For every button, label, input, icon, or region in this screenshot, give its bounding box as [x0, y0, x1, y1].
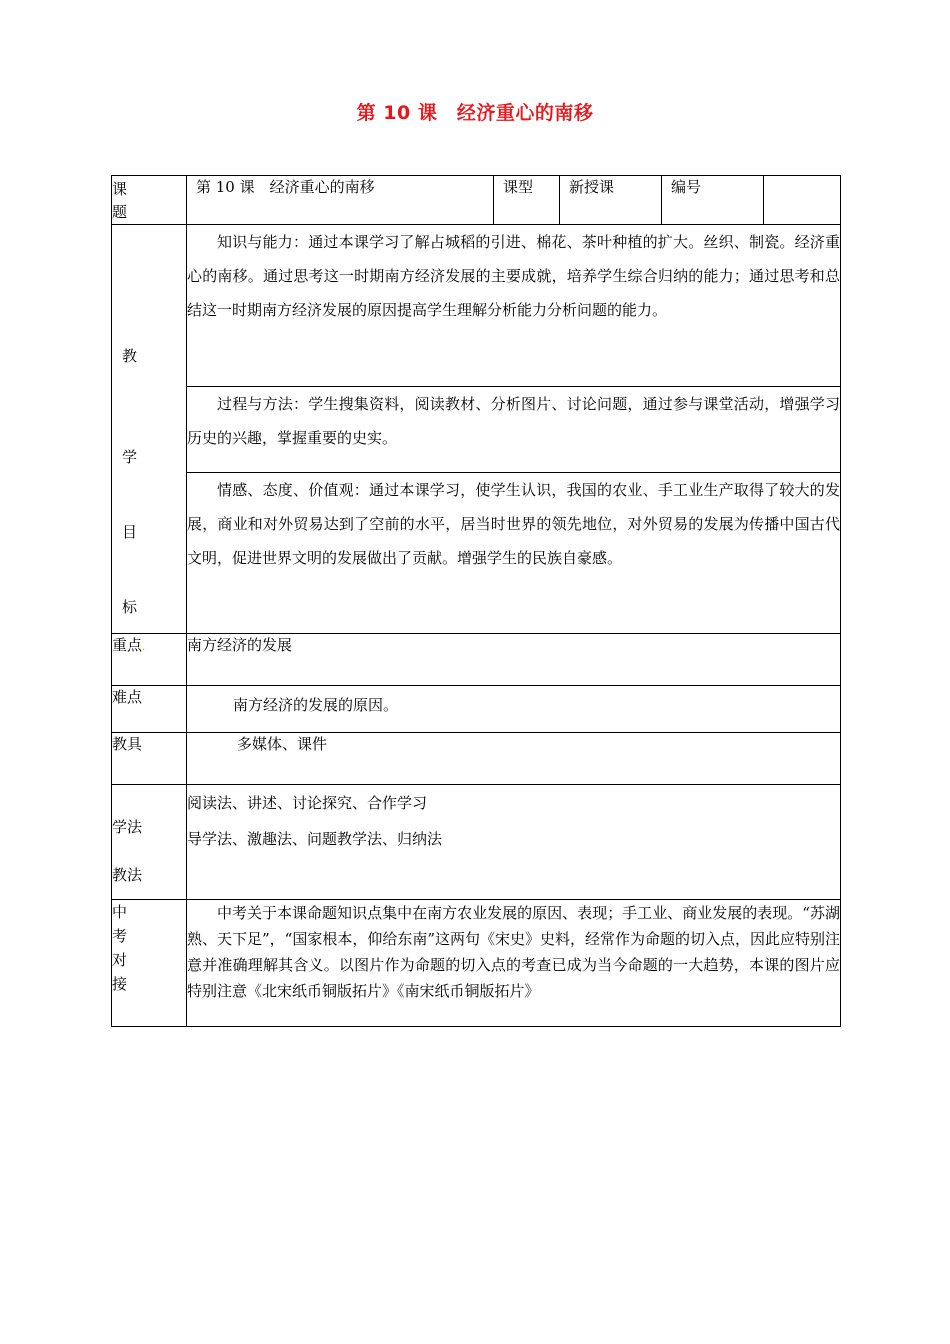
exam-label-char-2: 考 — [112, 927, 128, 945]
methods-row — [112, 785, 841, 900]
objective-emotion-row — [112, 472, 841, 633]
objectives-label-char-3: 目 — [122, 523, 138, 541]
difficulty-label: 难点 — [112, 686, 187, 733]
topic-label-line1: 课 — [112, 180, 128, 198]
objectives-label-cell — [112, 225, 187, 634]
methods-value-cell — [187, 785, 841, 900]
tools-value: 多媒体、课件 — [187, 733, 841, 785]
key-point-value: 南方经济的发展 — [187, 634, 841, 686]
objective-knowledge-text: 知识与能力：通过本课学习了解占城稻的引进、棉花、茶叶种植的扩大。丝织、制瓷。经济重心的南移。通过思考这一时期南方经济发展的主要成就，培养学生综合归纳的能力；通过思考和总结这一时期南方经济发展的原因提高学生理解分析能力分析问题的能力。 — [187, 225, 841, 387]
lesson-title-cell: 第 10 课 经济重心的南移 — [187, 176, 494, 225]
learn-method-value: 阅读法、讲述、讨论探究、合作学习 — [187, 794, 428, 812]
objective-knowledge-row — [112, 225, 841, 387]
objective-emotion-text: 情感、态度、价值观：通过本课学习，使学生认识，我国的农业、手工业生产取得了较大的发展，商业和对外贸易达到了空前的水平，居当时世界的领先地位，对外贸易的发展为传播中国古代文明，促进世界文明的发展做出了贡献。增强学生的民族自豪感。 — [187, 472, 841, 633]
objectives-label-char-1: 教 — [122, 347, 138, 365]
teach-method-label: 教法 — [112, 866, 143, 884]
teach-method-value: 导学法、激趣法、问题教学法、归纳法 — [187, 830, 443, 848]
key-point-label: 重点. — [112, 634, 187, 686]
header-row — [112, 176, 841, 225]
topic-label-cell — [112, 176, 187, 225]
type-value: 新授课 — [560, 176, 662, 225]
tools-label: 教具 — [112, 733, 187, 785]
objective-process-text: 过程与方法：学生搜集资料，阅读教材、分析图片、讨论问题，通过参与课堂活动，增强学习历史的兴趣，掌握重要的史实。 — [187, 387, 841, 472]
objectives-label-char-2: 学 — [122, 448, 138, 466]
tools-row — [112, 733, 841, 785]
number-value — [764, 176, 841, 225]
learn-method-label: 学法 — [112, 818, 143, 836]
objective-process-row — [112, 387, 841, 472]
difficulty-row — [112, 686, 841, 733]
exam-label-char-4: 接 — [112, 975, 128, 993]
exam-label-char-3: 对 — [112, 951, 128, 969]
exam-label-char-1: 中 — [112, 903, 128, 921]
number-label: 编号 — [662, 176, 764, 225]
page-title: 第 10 课 经济重心的南移 — [356, 102, 594, 124]
key-point-row — [112, 634, 841, 686]
difficulty-value: 南方经济的发展的原因。 — [187, 686, 841, 733]
type-label: 课型 — [494, 176, 560, 225]
topic-label-line2: 题 — [112, 203, 128, 221]
exam-label-cell — [112, 900, 187, 1027]
exam-text: 中考关于本课命题知识点集中在南方农业发展的原因、表现；手工业、商业发展的表现。“苏湖熟、天下足”，“国家根本，仰给东南”这两句《宋史》史料，经常作为命题的切入点，因此应特别注意并准确理解其含义。以图片作为命题的切入点的考查已成为当今命题的一大趋势，本课的图片应特别注意《北宋纸币铜版拓片》《南宋纸币铜版拓片》 — [187, 900, 841, 1027]
lesson-plan-table — [111, 175, 841, 1027]
objectives-label-char-4: 标 — [122, 598, 138, 616]
methods-label-cell — [112, 785, 187, 900]
exam-row — [112, 900, 841, 1027]
